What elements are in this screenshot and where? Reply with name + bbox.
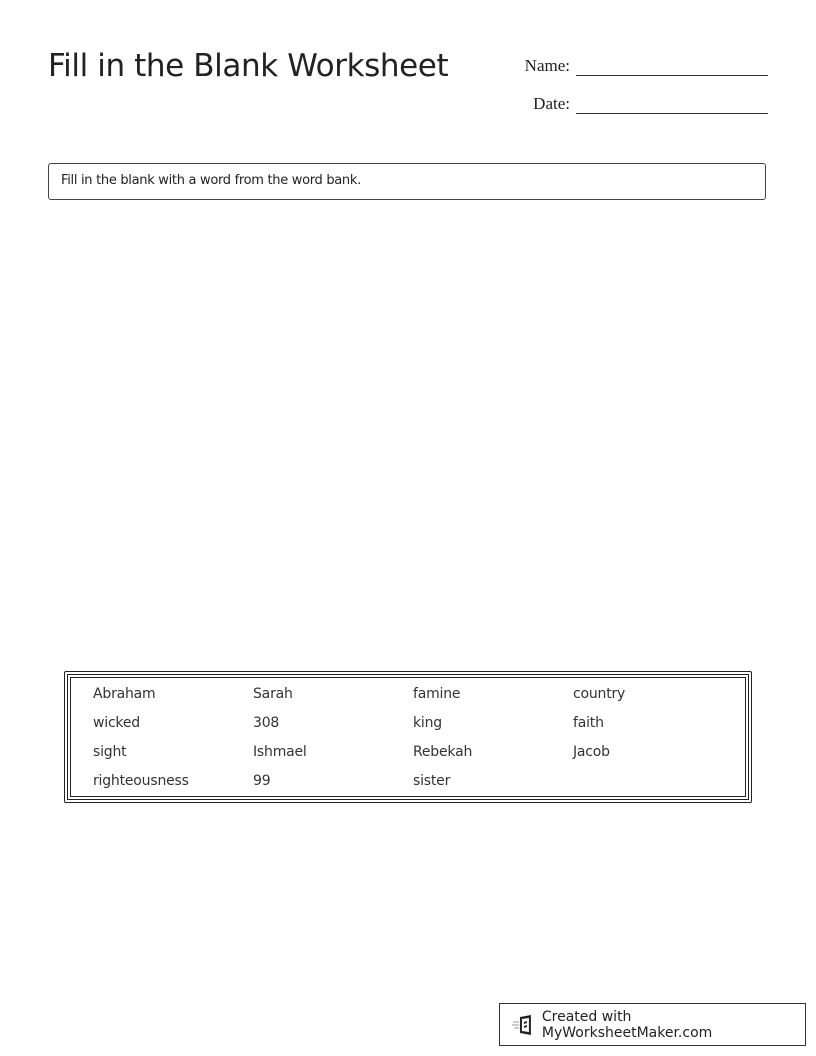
word-bank-item: Abraham xyxy=(93,686,156,702)
word-bank-item: wicked xyxy=(93,715,140,731)
footer-text: Created with MyWorksheetMaker.com xyxy=(541,1008,713,1041)
word-bank xyxy=(64,671,752,803)
date-field xyxy=(500,94,768,114)
word-bank-item: 99 xyxy=(253,773,271,789)
word-bank-item: famine xyxy=(413,686,461,702)
page-title: Fill in the Blank Worksheet xyxy=(48,48,449,84)
word-bank-item: faith xyxy=(573,715,604,731)
word-bank-item: Sarah xyxy=(253,686,293,702)
name-label: Name: xyxy=(524,56,570,75)
created-with-badge[interactable] xyxy=(499,1003,806,1046)
word-bank-item: sight xyxy=(93,744,127,760)
date-label: Date: xyxy=(533,94,570,113)
name-line xyxy=(576,57,768,76)
word-bank-item: country xyxy=(573,686,626,702)
word-bank-item: king xyxy=(413,715,442,731)
word-bank-item: Rebekah xyxy=(413,744,473,760)
word-bank-item: Ishmael xyxy=(253,744,307,760)
date-line xyxy=(576,95,768,114)
word-bank-item: sister xyxy=(413,773,451,789)
instructions-box: Fill in the blank with a word from the word bank. xyxy=(48,163,766,200)
worksheet-maker-logo-icon xyxy=(512,1014,536,1036)
word-bank-item: 308 xyxy=(253,715,280,731)
word-bank-item: righteousness xyxy=(93,773,189,789)
word-bank-item: Jacob xyxy=(573,744,610,760)
name-field xyxy=(500,56,768,76)
